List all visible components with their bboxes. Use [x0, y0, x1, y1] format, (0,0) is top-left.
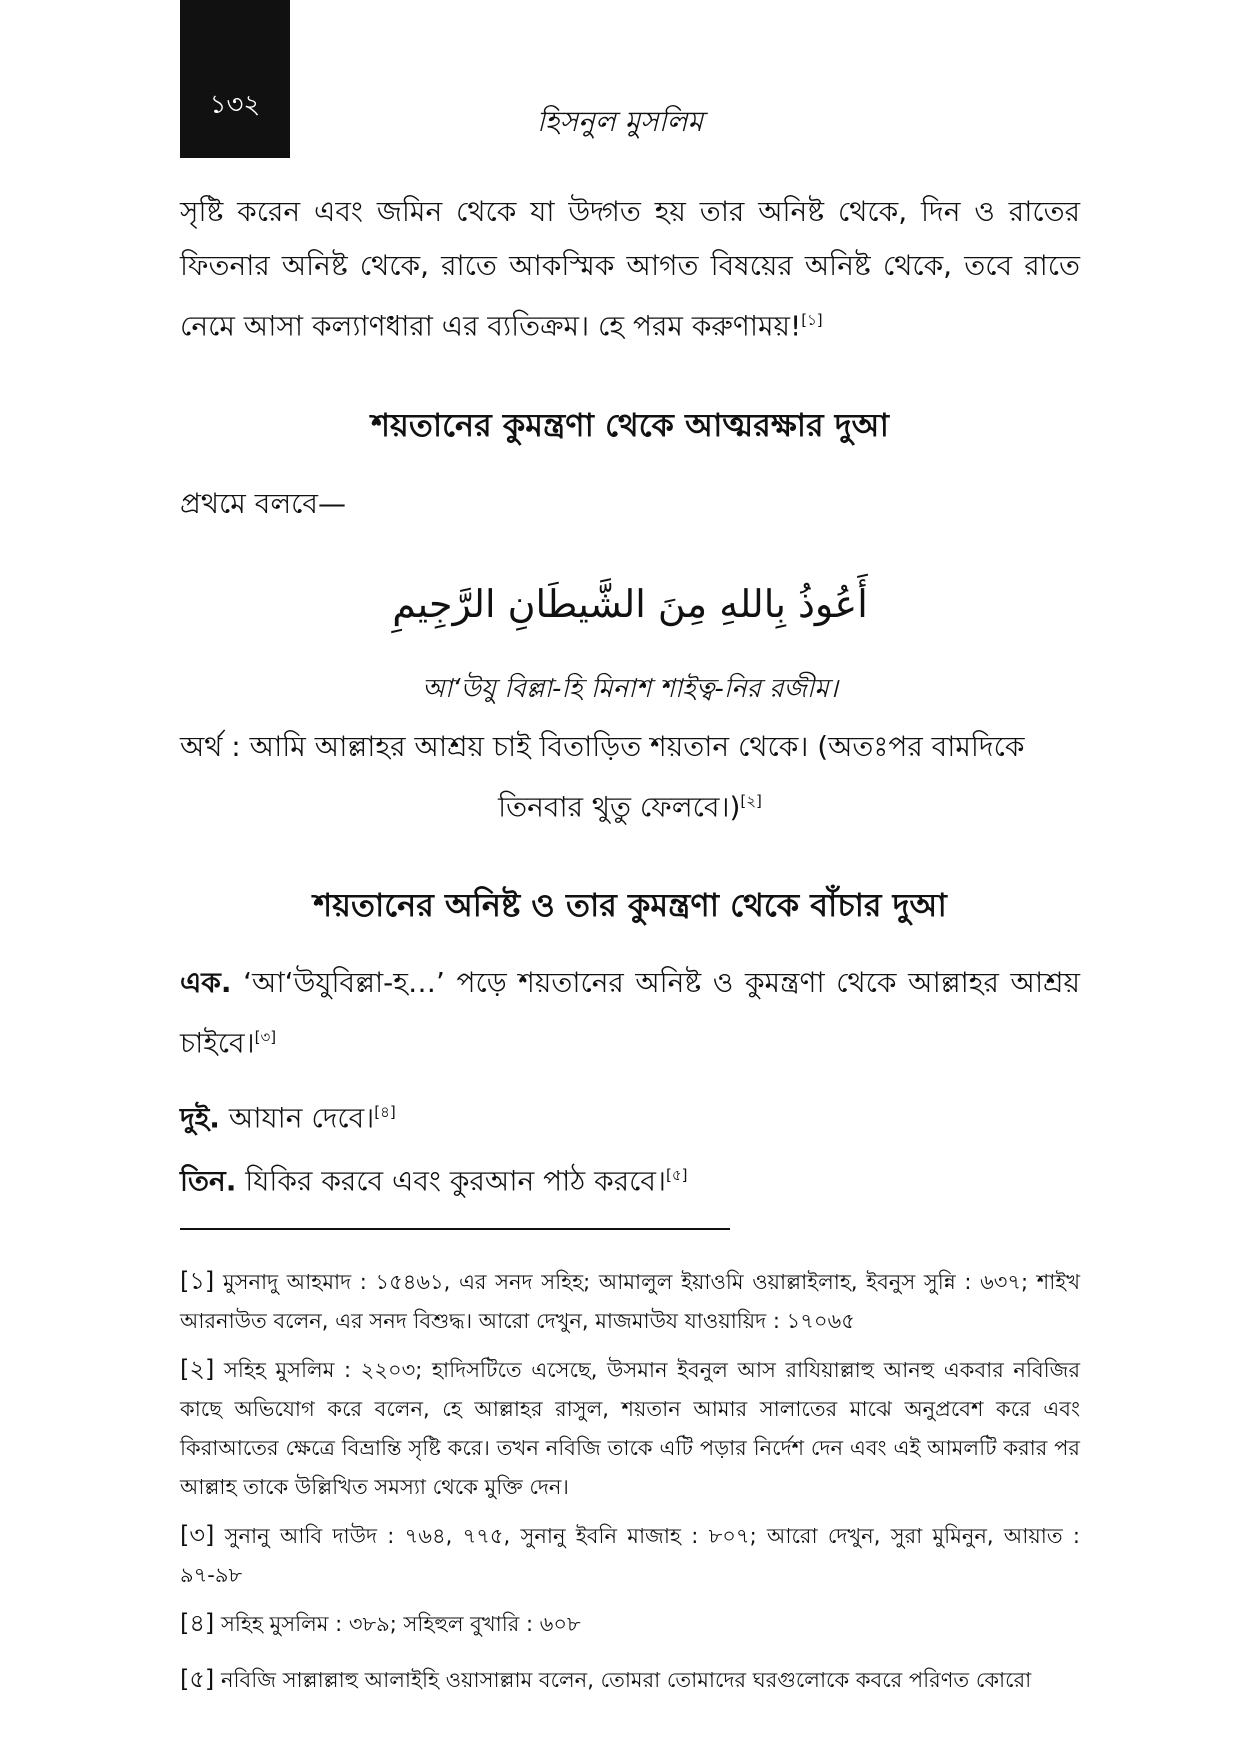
- running-title: হিসনুল মুসলিম: [536, 105, 704, 138]
- footnote-text: সুনানু আবি দাউদ : ৭৬৪, ৭৭৫, সুনানু ইবনি মাজাহ : ৮০৭; আরো দেখুন, সুরা মুমিনুন, আয়াত : ৯৭-৯৮: [180, 1524, 1080, 1587]
- list-item-2: [180, 1085, 1080, 1145]
- intro-text: সৃষ্টি করেন এবং জমিন থেকে যা উদ্গত হয় তার অনিষ্ট থেকে, দিন ও রাতের ফিতনার অনিষ্ট থেকে, রাতে আকস্মিক আগত বিষয়ের অনিষ্ট থেকে, তবে রাতে নেমে আসা কল্যাণধারা এর ব্যতিক্রম। হে পরম করুণাময়!: [180, 195, 1080, 343]
- footnote-number: [৫]: [180, 1665, 215, 1693]
- footnote-number: [৩]: [180, 1521, 215, 1549]
- footnote-number: [২]: [180, 1355, 215, 1383]
- footnote-ref-3[interactable]: [৩]: [254, 1028, 277, 1046]
- section-heading-1: শয়তানের কুমন্ত্রণা থেকে আত্মরক্ষার দুআ: [371, 406, 889, 444]
- arabic-dua: أَعُوذُ بِاللهِ مِنَ الشَّيطَانِ الرَّجِيمِ: [392, 582, 868, 626]
- footnote-divider: [180, 1228, 730, 1230]
- footnote-3: [180, 1516, 1080, 1595]
- footnote-text: সহিহ মুসলিম : ৩৮৯; সহিহুল বুখারি : ৬০৮: [214, 1612, 581, 1636]
- list-item-label: তিন.: [180, 1164, 237, 1198]
- section-heading-2: শয়তানের অনিষ্ট ও তার কুমন্ত্রণা থেকে বাঁচার দুআ: [313, 886, 947, 924]
- footnote-number: [১]: [180, 1267, 215, 1295]
- list-item-text: ‘আ‘উযুবিল্লা-হ…’ পড়ে শয়তানের অনিষ্ট ও কুমন্ত্রণা থেকে আল্লাহর আশ্রয় চাইবে।: [180, 966, 1080, 1060]
- meaning-line-1: অর্থ : আমি আল্লাহর আশ্রয় চাই বিতাড়িত শয়তান থেকে। (অতঃপর বামদিকে: [180, 730, 1025, 763]
- footnote-5: [180, 1660, 1080, 1700]
- meaning-line-2-text: তিনবার থুতু ফেলবে।): [498, 790, 741, 824]
- list-item-3: [180, 1148, 1080, 1208]
- transliteration: আ‘উযু বিল্লা-হি মিনাশ শাইত্ব-নির রজীম।: [422, 674, 838, 704]
- list-item-1: [180, 956, 1080, 1070]
- footnote-1: [180, 1262, 1080, 1341]
- list-item-label: দুই.: [180, 1101, 220, 1135]
- footnote-2: [180, 1350, 1080, 1507]
- footnote-ref-5[interactable]: [৫]: [665, 1166, 688, 1184]
- list-item-text: আযান দেবে।: [219, 1101, 375, 1135]
- footnote-4: [180, 1604, 1080, 1644]
- footnote-number: [৪]: [180, 1609, 215, 1637]
- list-item-text: যিকির করবে এবং কুরআন পাঠ করবে।: [236, 1164, 666, 1198]
- instruction-text: প্রথমে বলবে—: [180, 487, 347, 520]
- footnote-text: নবিজি সাল্লাল্লাহু আলাইহি ওয়াসাল্লাম বলেন, তোমরা তোমাদের ঘরগুলোকে কবরে পরিণত কোরো: [214, 1668, 1032, 1692]
- footnote-ref-2[interactable]: [২]: [740, 792, 762, 810]
- intro-paragraph: [180, 185, 1080, 353]
- footnote-text: মুসনাদু আহমাদ : ১৫৪৬১, এর সনদ সহিহ; আমালুল ইয়াওমি ওয়াল্লাইলাহ, ইবনুস সুন্নি : ৬৩৭; শাইখ আরনাউত বলেন, এর সনদ বিশুদ্ধ। আরো দেখুন, মাজমাউয যাওয়ায়িদ : ১৭০৬৫: [180, 1270, 1080, 1333]
- list-item-label: এক.: [180, 966, 232, 999]
- page-number: ১৩২: [209, 90, 261, 120]
- meaning-line-2: [180, 774, 1080, 834]
- footnote-ref-4[interactable]: [৪]: [374, 1103, 396, 1121]
- footnote-text: সহিহ মুসলিম : ২২০৩; হাদিসটিতে এসেছে, উসমান ইবনুল আস রাযিয়াল্লাহু আনহু একবার নবিজির কাছে অভিযোগ করে বলেন, হে আল্লাহর রাসুল, শয়তান আমার সালাতের মাঝে অনুপ্রবেশ করে এবং কিরাআতের ক্ষেত্রে বিভ্রান্তি সৃষ্টি করে। তখন নবিজি তাকে এটি পড়ার নির্দেশ দেন এবং এই আমলটি করার পর আল্লাহ তাকে উল্লিখিত সমস্যা থেকে মুক্তি দেন।: [180, 1358, 1080, 1499]
- footnote-ref-1[interactable]: [১]: [801, 311, 823, 329]
